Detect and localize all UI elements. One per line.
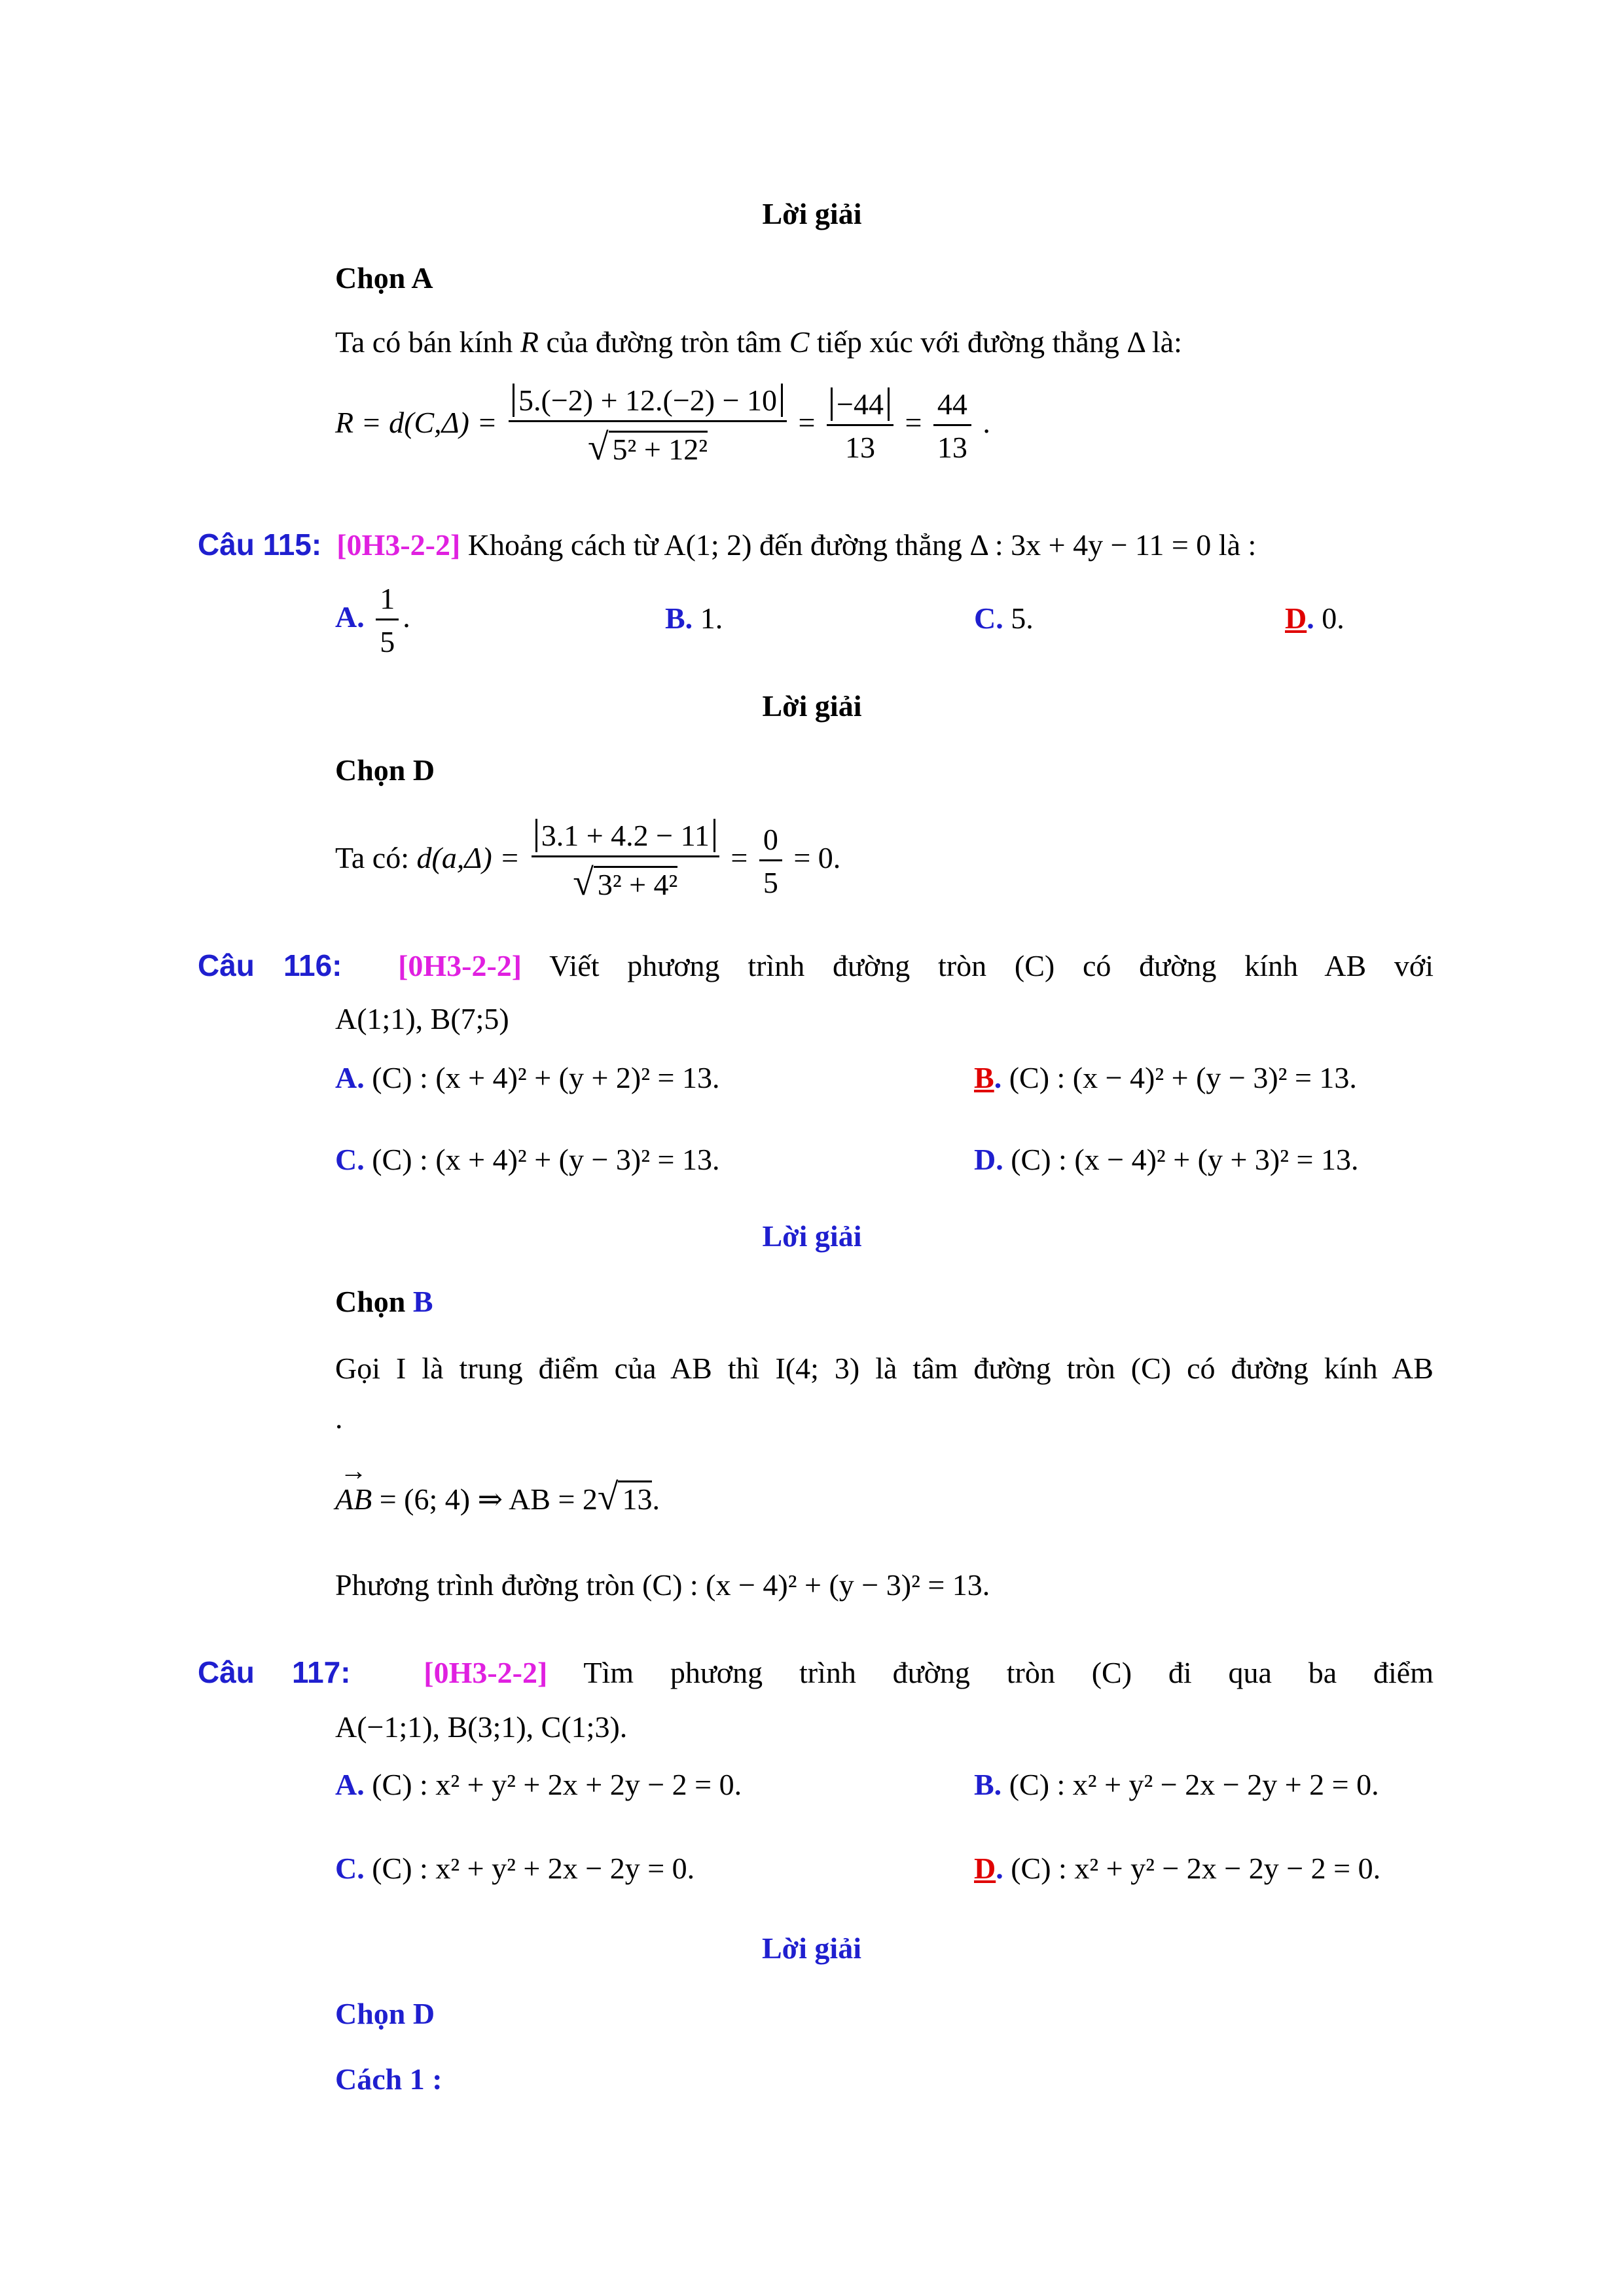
option-a[interactable]: A. (C) : (x + 4)² + (y + 2)² = 13. <box>335 1061 720 1094</box>
fraction: $\frac{0}{5}$ <box>759 822 782 900</box>
option-b[interactable]: B. 1. <box>665 601 723 635</box>
solution-heading: Lời giải <box>762 689 862 723</box>
radius-formula: R = d(C,Δ) = $\frac{5.(-2) + 12.(-2) - 10}{\text{√ 5² + 12²}}$ = $\frac{-44}{13}$ = $\frac{44}{13}$ . <box>335 384 990 468</box>
question-116: Câu 116: [0H3-2-2] Viết phương trình đường tròn (C) có đường kính AB với <box>198 948 1434 982</box>
option-d[interactable]: D. (C) : (x − 4)² + (y + 3)² = 13. <box>974 1143 1359 1176</box>
chosen-answer: Chọn B <box>335 1285 433 1318</box>
option-a[interactable]: A. (C) : x² + y² + 2x + 2y − 2 = 0. <box>335 1768 742 1801</box>
question-117-points: A(−1;1), B(3;1), C(1;3). <box>335 1710 628 1744</box>
option-b-correct[interactable]: B. (C) : (x − 4)² + (y − 3)² = 13. <box>974 1061 1357 1094</box>
option-c[interactable]: C. 5. <box>974 601 1034 635</box>
chosen-answer: Chọn D <box>335 1997 435 2030</box>
distance-formula: Ta có: d(a,Δ) = $\frac{3.1 + 4.2 - 11}{\text{√ 3² + 4²}}$ = $\frac{0}{5}$ = 0. <box>335 819 841 903</box>
option-c[interactable]: C. (C) : (x + 4)² + (y − 3)² = 13. <box>335 1143 720 1176</box>
fraction: $\frac{5.(-2) + 12.(-2) - 10}{\text{√ 5² + 12²}}$ <box>509 383 787 469</box>
question-115: Câu 115: [0H3-2-2] Khoảng cách từ A(1; 2) đến đường thẳng Δ : 3x + 4y − 11 = 0 là : <box>198 528 1257 562</box>
fraction: $\frac{-44}{13}$ <box>827 387 893 465</box>
circle-equation: Phương trình đường tròn (C) : (x − 4)² + (y − 3)² = 13. <box>335 1568 990 1602</box>
chosen-answer: Chọn A <box>335 261 433 295</box>
solution-heading: Lời giải <box>762 197 862 230</box>
option-c[interactable]: C. (C) : x² + y² + 2x − 2y = 0. <box>335 1852 695 1885</box>
solution-text: Ta có bán kính R của đường tròn tâm C tiếp xúc với đường thẳng Δ là: <box>335 325 1182 359</box>
solution-text: Gọi I là trung điểm của AB thì I(4; 3) là tâm đường tròn (C) có đường kính AB <box>335 1352 1434 1385</box>
vector-ab: → AB = (6; 4) ⇒ AB = 2√ 13. <box>335 1476 660 1518</box>
solution-heading: Lời giải <box>762 1931 861 1965</box>
chosen-answer: Chọn D <box>335 753 435 787</box>
solution-heading: Lời giải <box>762 1219 862 1253</box>
solution-text-dot: . <box>335 1401 343 1435</box>
option-a[interactable]: A. $\frac{1}{5}$ . <box>335 582 410 658</box>
option-d-correct[interactable]: D. (C) : x² + y² − 2x − 2y − 2 = 0. <box>974 1852 1381 1885</box>
method-heading: Cách 1 : <box>335 2062 442 2096</box>
question-117: Câu 117: [0H3-2-2] Tìm phương trình đường tròn (C) đi qua ba điểm <box>198 1655 1434 1689</box>
option-b[interactable]: B. (C) : x² + y² − 2x − 2y + 2 = 0. <box>974 1768 1379 1801</box>
fraction: $\frac{44}{13}$ <box>933 387 971 465</box>
fraction: $\frac{3.1 + 4.2 - 11}{\text{√ 3² + 4²}}$ <box>532 818 719 904</box>
option-d-correct[interactable]: D. 0. <box>1285 601 1344 635</box>
question-116-points: A(1;1), B(7;5) <box>335 1002 509 1035</box>
